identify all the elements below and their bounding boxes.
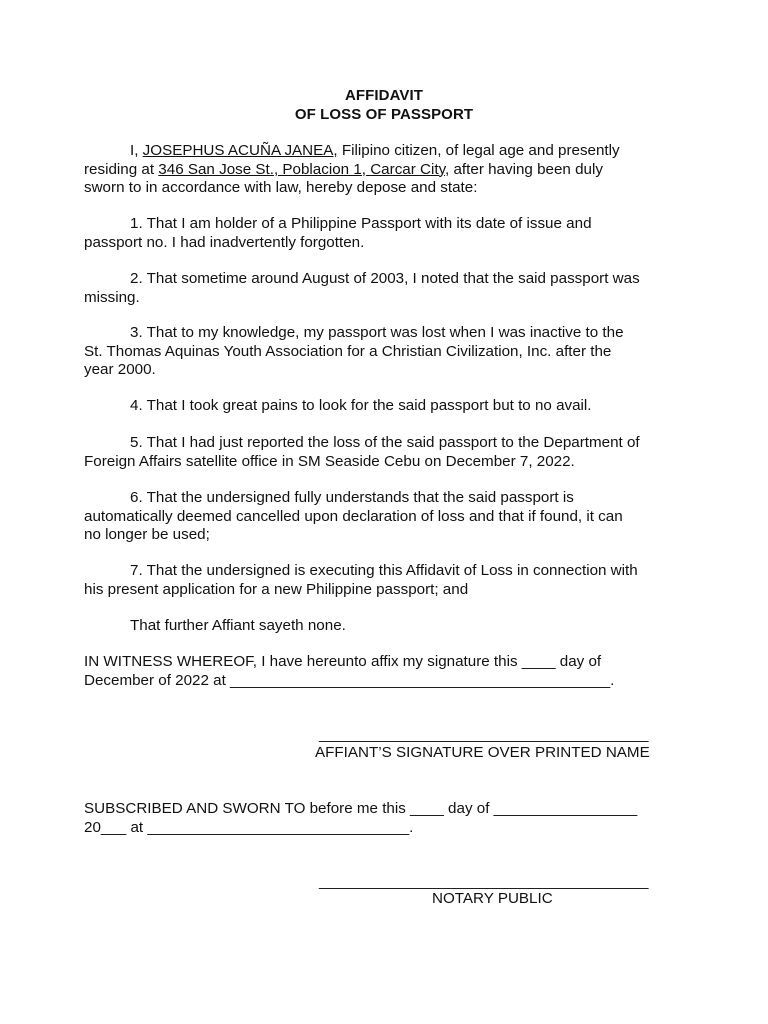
notary-signature-line: _______________________________________: [319, 873, 649, 890]
intro-text: sworn to in accordance with law, hereby depose and state:: [84, 179, 478, 196]
intro-text: Filipino citizen, of legal age and presently: [337, 142, 620, 159]
intro-text: I,: [130, 142, 143, 159]
affiant-signature-line: _______________________________________: [319, 726, 649, 743]
paragraph-line: 5. That I had just reported the loss of the said passport to the Department of: [130, 434, 640, 451]
paragraph-4: [84, 397, 704, 416]
paragraph-7: [84, 562, 704, 599]
subscribed-clause: [84, 800, 704, 837]
paragraph-5: [84, 434, 704, 471]
intro-text: after having been duly: [449, 160, 603, 178]
affiant-name: JOSEPHUS ACUÑA JANEA,: [142, 142, 338, 159]
subscribed-line: 20___ at _______________________________.: [84, 818, 414, 836]
subscribed-line: SUBSCRIBED AND SWORN TO before me this ____ day of _________________: [84, 800, 638, 817]
affiant-signature-label: AFFIANT’S SIGNATURE OVER PRINTED NAME: [315, 744, 650, 761]
paragraph-line: Foreign Affairs satellite office in SM Seaside Cebu on December 7, 2022.: [84, 452, 575, 470]
paragraph-3: [84, 324, 704, 380]
intro-text: residing at: [84, 160, 159, 178]
paragraph-line: 2. That sometime around August of 2003, I noted that the said passport was: [130, 270, 640, 287]
paragraph-1: [84, 215, 704, 252]
affiant-address: 346 San Jose St., Poblacion 1, Carcar City,: [158, 160, 450, 178]
paragraph-line: 3. That to my knowledge, my passport was lost when I was inactive to the: [130, 324, 624, 341]
paragraph-line: 1. That I am holder of a Philippine Passport with its date of issue and: [130, 215, 592, 232]
witness-line: December of 2022 at _____________________________________________.: [84, 671, 615, 689]
paragraph-line: 4. That I took great pains to look for the said passport but to no avail.: [130, 397, 592, 414]
paragraph-line: year 2000.: [84, 361, 156, 378]
intro-paragraph: [84, 142, 704, 198]
paragraph-line: his present application for a new Philippine passport; and: [84, 580, 469, 598]
paragraph-line: That further Affiant sayeth none.: [130, 617, 346, 634]
notary-label: NOTARY PUBLIC: [432, 890, 553, 907]
paragraph-line: missing.: [84, 288, 140, 306]
paragraph-line: St. Thomas Aquinas Youth Association for a Christian Civilization, Inc. after the: [84, 342, 612, 360]
witness-line: IN WITNESS WHEREOF, I have hereunto affix my signature this ____ day of: [84, 653, 602, 670]
paragraph-line: 7. That the undersigned is executing this Affidavit of Loss in connection with: [130, 562, 638, 579]
paragraph-line: passport no. I had inadvertently forgotten.: [84, 233, 365, 251]
document-title: AFFIDAVIT: [344, 87, 424, 104]
closing-statement: [84, 617, 704, 636]
paragraph-line: automatically deemed cancelled upon declaration of loss and that if found, it can: [84, 507, 623, 525]
document-subtitle: OF LOSS OF PASSPORT: [294, 106, 474, 123]
paragraph-line: no longer be used;: [84, 526, 210, 543]
paragraph-2: [84, 270, 704, 307]
witness-clause: [84, 653, 704, 690]
paragraph-line: 6. That the undersigned fully understands that the said passport is: [130, 489, 574, 506]
paragraph-6: [84, 489, 704, 545]
